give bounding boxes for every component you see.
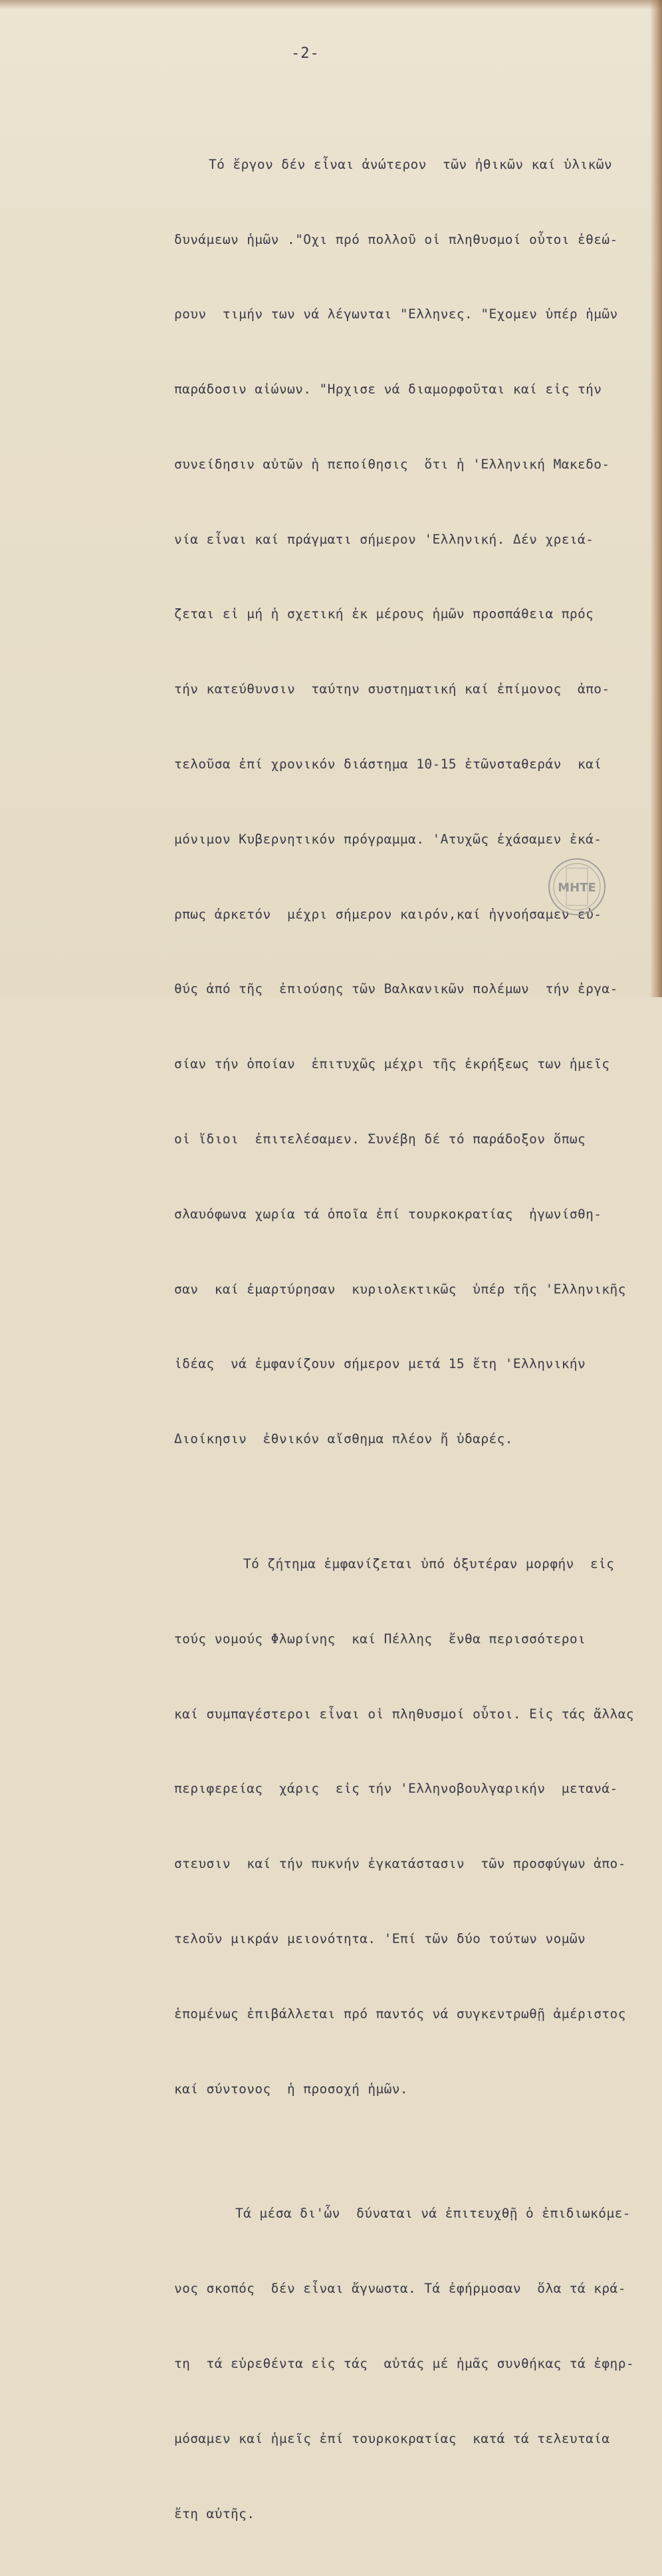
text-line: μόσαμεν καί ἡμεῖς ἐπί τουρκοκρατίας κατά τά τελευταία <box>174 2430 610 2446</box>
paper-top-edge <box>0 0 662 9</box>
text-line: ἑπομένως ἐπιβάλλεται πρό παντός νά συγκεντρωθῇ ἀμέριστος <box>174 2006 626 2022</box>
archive-stamp-icon <box>546 856 607 917</box>
text-line: τελοῦν μικράν μειονότητα. 'Επί τῶν δύο τούτων νομῶν <box>174 1931 586 1946</box>
text-line: ρπως ἀρκετόν μέχρι σήμερον καιρόν,καί ἠγνοήσαμεν εὐ- <box>174 906 602 922</box>
text-line: τήν κατεύθυνσιν ταύτην συστηματική καί ἐπίμονος ἀπο- <box>174 681 610 697</box>
text-line: οἱ ἴδιοι ἐπιτελέσαμεν. Συνέβη δέ τό παράδοξον ὅπως <box>174 1131 586 1147</box>
text-line: στευσιν καί τήν πυκνήν ἐγκατάστασιν τῶν προσφύγων ἀπο- <box>174 1856 626 1872</box>
archive-stamp <box>546 856 607 917</box>
text-line: σίαν τήν ὁποίαν ἐπιτυχῶς μέχρι τῆς ἐκρήξεως των ἡμεῖς <box>174 1056 610 1072</box>
page-number: -2- <box>291 45 320 62</box>
text-line: ζεται εἰ μή ἡ σχετική ἐκ μέρους ἡμῶν προσπάθεια πρός <box>174 606 594 622</box>
text-line: τούς νομούς Φλωρίνης καί Πέλλης ἔνθα περισσότεροι <box>174 1631 586 1647</box>
text-line: νία εἶναι καί πράγματι σήμερον 'Ελληνική. Δέν χρειά- <box>174 531 594 547</box>
paper-right-edge <box>650 0 662 997</box>
text-line: ἔτη αὐτῆς. <box>174 2506 255 2521</box>
text-line: παράδοσιν αἰώνων. "Ηρχισε νά διαμορφοῦται καί εἰς τήν <box>174 382 602 398</box>
text-line: Τό ζήτημα ἐμφανίζεται ὑπό ὀξυτέραν μορφήν εἰς <box>243 1556 615 1572</box>
text-line: Τό ἔργον δέν εἶναι ἀνώτερον τῶν ἠθικῶν καί ὑλικῶν <box>209 156 612 172</box>
text-line: σαν καί ἐμαρτύρησαν κυριολεκτικῶς ὑπέρ τῆς 'Ελληνικῆς <box>174 1281 626 1297</box>
text-line: καί συμπαγέστεροι εἶναι οἱ πληθυσμοί οὗτοι. Εἰς τάς ἄλλας <box>174 1706 634 1722</box>
text-line: τελοῦσα ἐπί χρονικόν διάστημα 10-15 ἐτῶνσταθεράν καί <box>174 757 602 772</box>
text-line: δυνάμεων ἡμῶν ."Οχι πρό πολλοῦ οἱ πληθυσμοί οὗτοι ἐθεώ- <box>174 231 618 247</box>
text-line: συνείδησιν αὐτῶν ἡ πεποίθησις ὅτι ἡ 'Ελληνική Μακεδο- <box>174 456 610 472</box>
text-line: θύς ἀπό τῆς ἐπιούσης τῶν Βαλκανικῶν πολέμων τήν ἐργα- <box>174 981 618 997</box>
typewritten-text <box>174 77 647 2576</box>
text-line: περιφερείας χάρις εἰς τήν 'Ελληνοβουλγαρικήν μετανά- <box>174 1781 618 1797</box>
text-line: ρουν τιμήν των νά λέγωνται "Ελληνες. "Εχομεν ὑπέρ ἡμῶν <box>174 306 618 322</box>
text-line: σλαυόφωνα χωρία τά ὁποῖα ἐπί τουρκοκρατίας ἠγωνίσθη- <box>174 1206 602 1222</box>
text-line: τη τά εὑρεθέντα εἰς τάς αὐτάς μέ ἡμᾶς συνθήκας τά ἐφηρ- <box>174 2356 634 2372</box>
text-line: ἰδέας νά ἐμφανίζουν σήμερον μετά 15 ἔτη 'Ελληνικήν <box>174 1356 586 1372</box>
text-line: Διοίκησιν ἐθνικόν αἴσθημα πλέον ἤ ὑδαρές. <box>174 1431 513 1447</box>
text-line: Τά μέσα δι'ὧν δύναται νά ἐπιτευχθῇ ὁ ἐπιδιωκόμε- <box>235 2206 631 2222</box>
stamp-text: ΜΗΤΕ <box>558 881 596 895</box>
text-line: μόνιμον Κυβερνητικόν πρόγραμμα. 'Ατυχῶς ἐχάσαμεν ἐκά- <box>174 831 602 847</box>
text-line: καί σύντονος ἡ προσοχή ἡμῶν. <box>174 2081 409 2097</box>
text-line: νος σκοπός δέν εἶναι ἄγνωστα. Τά ἐφήρμοσαν ὅλα τά κρά- <box>174 2281 626 2297</box>
